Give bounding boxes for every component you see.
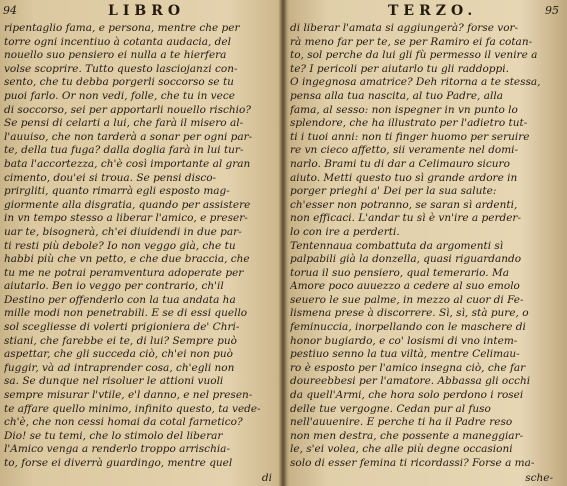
text-line: to, sol perche da lui gli fù permesso il venire a bbox=[290, 49, 538, 62]
text-line: ti resti più debole? Io non veggo già, che tu bbox=[4, 239, 236, 252]
text-line: aiuto. Metti questo tuo sì grande ardore in bbox=[290, 171, 518, 184]
text-line: nell'auuenire. E perche ti ha il Padre reso bbox=[290, 416, 513, 429]
left-page bbox=[0, 0, 282, 486]
text-line: le, s'ei volea, che alle più degne occasioni bbox=[290, 443, 513, 456]
text-line: Dio! se tu temi, che lo stimolo del liberar bbox=[4, 429, 223, 442]
text-line: splendore, che ha illustrato per l'adietro tut- bbox=[290, 117, 528, 130]
text-line: rà meno far per te, se per Ramiro ei fa cotan- bbox=[290, 35, 533, 48]
text-line: pensa alla tua nascita, al tuo Padre, alla bbox=[290, 89, 503, 102]
text-line: tu me ne potrai peramventura adoperate per bbox=[4, 266, 244, 279]
text-line: uar te, bisognerà, ch'ei diuidendi in due par- bbox=[4, 225, 242, 238]
text-line: Amore poco auuezzo a cedere al suo emolo bbox=[290, 280, 520, 293]
text-line: pestiuo senno la tua viltà, mentre Celimau- bbox=[290, 348, 520, 361]
text-line: da quell'Armi, che hora solo perdono i rosei bbox=[290, 389, 524, 402]
text-line: ro è esposto per l'amico insegna ciò, che far bbox=[290, 361, 526, 374]
left-page-text bbox=[4, 22, 272, 471]
text-line: sempre misurar l'vtile, e'l danno, e nel presen- bbox=[4, 389, 253, 402]
text-line: honor bugiardo, e co' losismi di vno intem- bbox=[290, 334, 518, 347]
right-page-header bbox=[284, 3, 567, 23]
text-line: nouello suo pensiero ei nulla a te hierfera bbox=[4, 49, 227, 62]
text-line: Se pensi di celarti a lui, che farà il misero al- bbox=[4, 117, 244, 130]
text-line: stiani, che farebbe ei te, di lui? Sempre può bbox=[4, 334, 237, 347]
text-line: fama, al sesso: non ispegner in vn punto lo bbox=[290, 103, 518, 116]
text-line: te? I pericoli per aiutarlo tu gli raddoppi. bbox=[290, 62, 509, 75]
text-line: ch'è, che non cessi homai da cotal farnetico? bbox=[4, 416, 243, 429]
text-line: ch'esser non potranno, se saran sì ardenti, bbox=[290, 198, 518, 211]
text-line: torua il suo pensiero, qual temerario. Ma bbox=[290, 266, 509, 279]
text-line: prirgliti, quanto rimarrà egli esposto mag- bbox=[4, 185, 230, 198]
text-line: fuggir, và ad intraprender cosa, ch'egli non bbox=[4, 361, 235, 374]
text-line: mille modi non penetrabili. E se di essi quello bbox=[4, 307, 248, 320]
text-line: doureebbesi per l'amatore. Abbassa gli occhi bbox=[290, 375, 531, 388]
text-line: feminuccia, inorpellando con le maschere di bbox=[290, 321, 526, 334]
text-line: habbi più che vn petto, e che due braccia, che bbox=[4, 253, 250, 266]
text-line: Destino per offenderlo con la tua andata ha bbox=[4, 293, 236, 306]
text-line: ti i tuoi anni: non ti finger huomo per seruire bbox=[290, 130, 530, 143]
text-line: di liberar l'amata si aggiungerà? forse vor- bbox=[290, 22, 519, 34]
text-line: sol scegliesse di volerti prigioniera de' Chri- bbox=[4, 321, 240, 334]
text-line: bata l'accortezza, ch'è così importante al gran bbox=[4, 157, 251, 170]
text-line: re vn cieco affetto, sii veramente nel domi- bbox=[290, 144, 519, 157]
text-line: ripentaglio fama, e persona, mentre che per bbox=[4, 22, 240, 34]
text-line: porger prieghi a' Dei per la sua salute: bbox=[290, 185, 497, 198]
text-line: seuero le sue palme, in mezzo al cuor di Fe- bbox=[290, 293, 524, 306]
text-line: solo di esser femina ti ricordassi? Forse a ma- bbox=[290, 457, 535, 469]
text-line: palpabili già la donzella, quasi riguardando bbox=[290, 253, 522, 266]
text-line: Tentennaua combattuta da argomenti sì bbox=[290, 239, 504, 252]
text-line: te, della tua fuga? dalla doglia farà in lui tur- bbox=[4, 144, 244, 157]
text-line: non efficaci. L'andar tu sì è vn'ire a perder- bbox=[290, 212, 521, 225]
text-line: te affare quello minimo, infinito questo, ta vede- bbox=[4, 402, 261, 415]
text-line: narlo. Brami tu di dar a Celimauro sicuro bbox=[290, 157, 510, 170]
text-line: non men destra, che possente a maneggiar- bbox=[290, 429, 524, 442]
text-line: sa. Se dunque nel risoluer le attioni vuoli bbox=[4, 375, 224, 388]
text-line: l'auuiso, che non tarderà a sonar per ogni par- bbox=[4, 130, 253, 143]
left-running-head: LIBRO bbox=[108, 3, 186, 19]
text-line: aiutarlo. Ben io veggo per contrario, ch'il bbox=[4, 280, 224, 293]
text-line: in vn tempo stesso a liberar l'amico, e preser- bbox=[4, 212, 248, 225]
text-line: giormente alla disgratia, quando per assistere bbox=[4, 198, 251, 211]
text-line: lo con ire a perderti. bbox=[290, 225, 400, 238]
right-catchword: sche- bbox=[525, 472, 553, 484]
text-line: delle tue vergogne. Cedan pur al fuso bbox=[290, 402, 491, 415]
text-line: O ingegnosa amatrice? Deh ritorna a te stessa, bbox=[290, 76, 541, 89]
text-line: di soccorso, sei per apportarli nouello rischio? bbox=[4, 103, 251, 116]
right-page-number: 95 bbox=[545, 4, 559, 17]
right-page-text bbox=[290, 22, 560, 471]
left-catchword: di bbox=[261, 472, 272, 484]
left-page-header bbox=[0, 3, 282, 23]
text-line: torre ogni incentiuo à cotanta audacia, del bbox=[4, 35, 231, 48]
text-line: volse scoprire. Tutto questo lasciojanzi con- bbox=[4, 62, 238, 75]
right-page bbox=[284, 0, 567, 486]
text-line: sento, che tu debba porgerli soccorso se tu bbox=[4, 76, 234, 89]
text-line: aspettar, che gli succeda ciò, ch'ei non può bbox=[4, 348, 233, 361]
text-line: to, forse ei diverrà guardingo, mentre quel bbox=[4, 457, 233, 469]
text-line: lismena prese à discorrere. Sì, sì, stà pure, o bbox=[290, 307, 529, 320]
text-line: puoi farlo. Or non vedi, folle, che tu in vece bbox=[4, 89, 235, 102]
text-line: cimento, dou'ei si troua. Se pensi disco- bbox=[4, 171, 217, 184]
right-running-head: TERZO. bbox=[388, 3, 478, 19]
left-page-number: 94 bbox=[3, 4, 17, 17]
text-line: l'Amico venga a renderlo troppo arrischia- bbox=[4, 443, 230, 456]
